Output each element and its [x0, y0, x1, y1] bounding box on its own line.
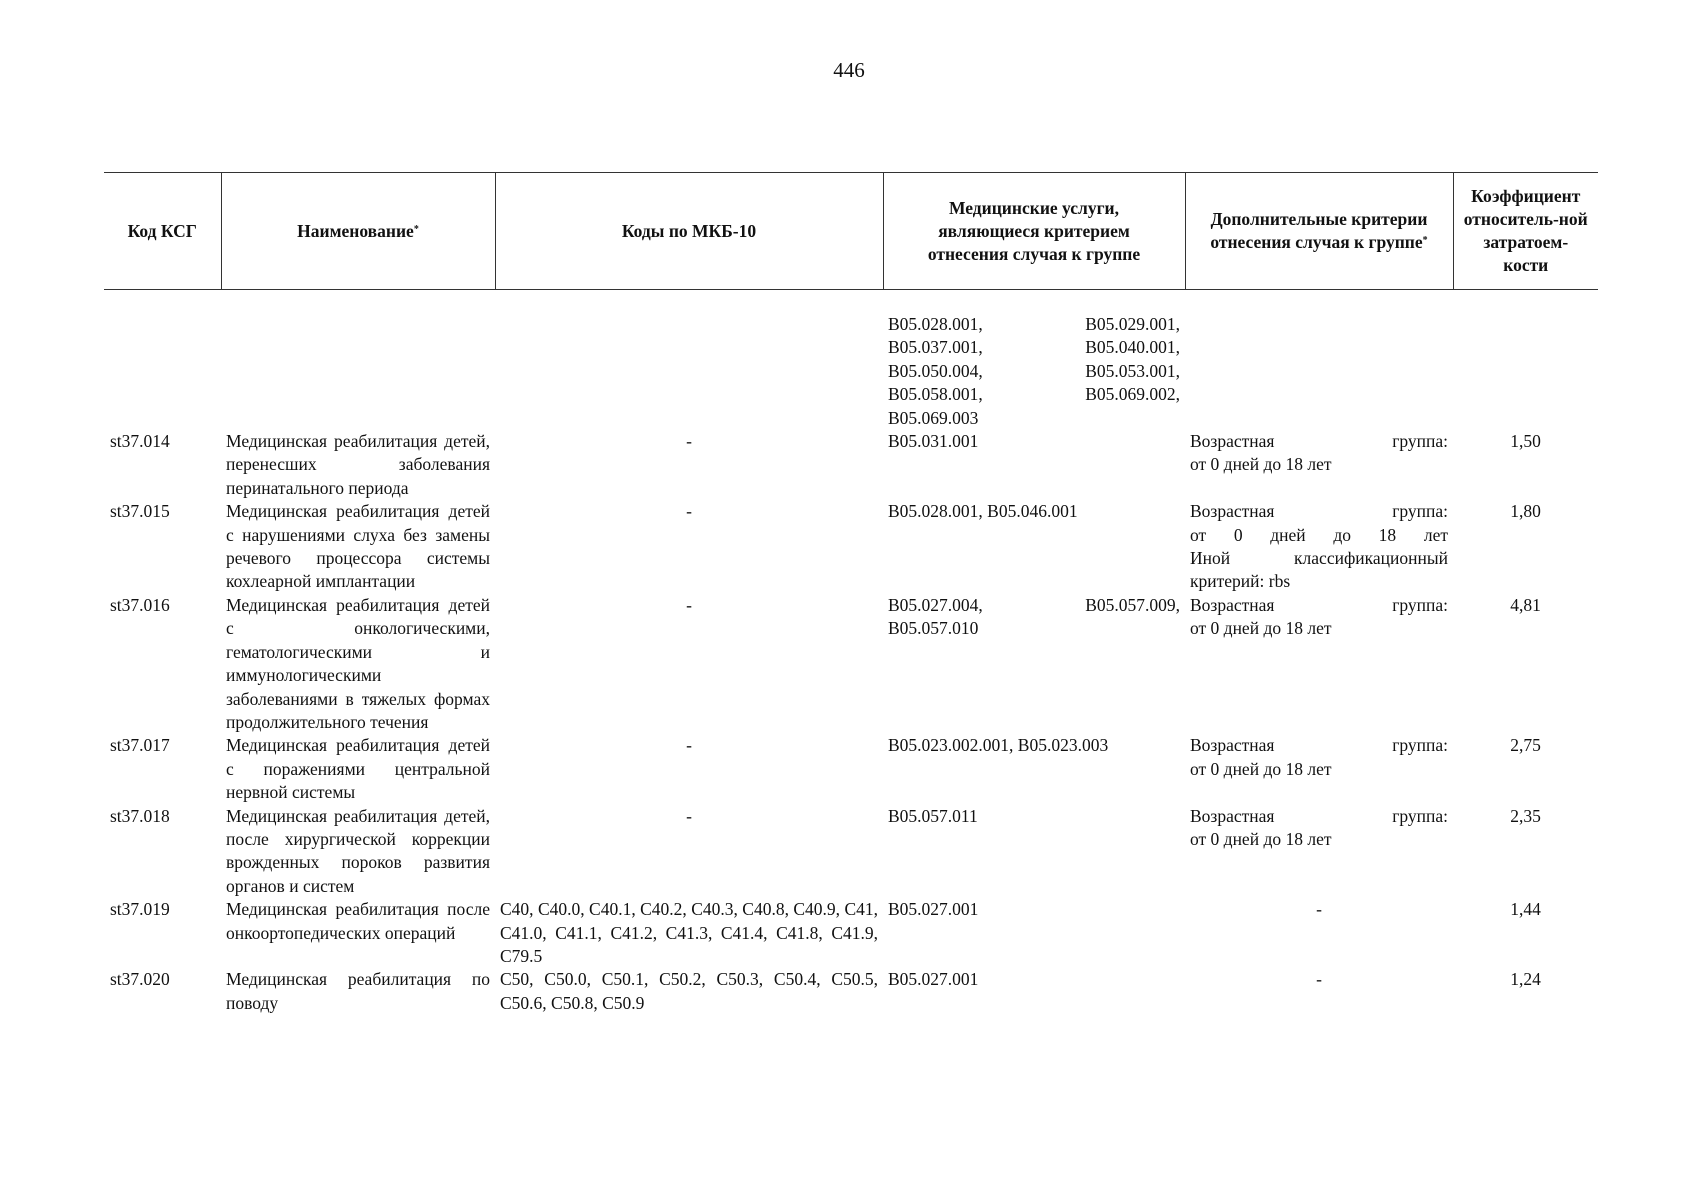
criteria-cell: Возрастная группа: от 0 дней до 18 лет	[1190, 805, 1448, 849]
header-mkb: Коды по МКБ-10	[495, 173, 883, 290]
table-row	[104, 430, 1598, 500]
ksg-name: Медицинская реабилитация детей с онкологическими, гематологическими и иммунологическими заболеваниями в тяжелых формах продолжительного течения	[226, 594, 490, 732]
ksg-table	[104, 172, 1598, 1015]
coefficient: 2,35	[1510, 805, 1541, 826]
ksg-name: Медицинская реабилитация после онкоортопедических операций	[226, 899, 490, 943]
ksg-code: st37.016	[110, 594, 170, 615]
mkb-codes: C40, C40.0, C40.1, C40.2, C40.3, C40.8, C40.9, C41, C41.0, C41.1, C41.2, C41.3, C41.4, C41.8, C41.9, C79.5	[500, 899, 878, 966]
table-row	[104, 805, 1598, 899]
criteria-cell: -	[1316, 969, 1322, 990]
ksg-code: st37.015	[110, 501, 170, 522]
header-name: Наименование*	[221, 173, 495, 290]
page-number: 446	[833, 58, 865, 82]
table-row	[104, 500, 1598, 594]
criteria-cell: Возрастная группа: от 0 дней до 18 лет	[1190, 431, 1448, 475]
services-cell: B05.028.001, B05.029.001, B05.037.001, B05.040.001, B05.050.004, B05.053.001, B05.058.001, B05.069.002, B05.069.003	[888, 314, 1180, 428]
mkb-codes: -	[686, 735, 692, 756]
header-code: Код КСГ	[104, 173, 221, 290]
services-cell: B05.028.001, B05.046.001	[888, 501, 1078, 522]
services-cell: B05.057.011	[888, 805, 978, 826]
coefficient: 1,44	[1510, 899, 1541, 920]
footnote-mark: *	[413, 223, 419, 235]
coefficient: 4,81	[1510, 594, 1541, 615]
header-services: Медицинские услуги, являющиеся критерием отнесения случая к группе	[883, 173, 1185, 290]
table-row	[104, 968, 1598, 1015]
table-row-continuation	[104, 290, 1598, 431]
criteria-cell: Возрастная группа: от 0 дней до 18 лет	[1190, 735, 1448, 779]
services-cell: B05.027.004, B05.057.009, B05.057.010	[888, 594, 1180, 639]
services-cell: B05.023.002.001, B05.023.003	[888, 735, 1109, 756]
table-row	[104, 734, 1598, 804]
ksg-code: st37.018	[110, 805, 170, 826]
coefficient: 1,50	[1510, 431, 1541, 452]
table-row	[104, 594, 1598, 734]
criteria-cell: Возрастная группа: от 0 дней до 18 лет Иной классификационный критерий: rbs	[1190, 501, 1448, 592]
header-coef: Коэффициент относитель-ной затратоем-кости	[1453, 173, 1598, 290]
mkb-codes: C50, C50.0, C50.1, C50.2, C50.3, C50.4, C50.5, C50.6, C50.8, C50.9	[500, 969, 878, 1013]
services-cell: B05.031.001	[888, 431, 979, 452]
footnote-mark: *	[1422, 235, 1428, 246]
coefficient: 1,24	[1510, 969, 1541, 990]
criteria-cell: Возрастная группа: от 0 дней до 18 лет	[1190, 594, 1448, 639]
ksg-code: st37.014	[110, 431, 170, 452]
services-cell: B05.027.001	[888, 969, 979, 990]
header-criteria: Дополнительные критерии отнесения случая к группе*	[1185, 173, 1453, 290]
mkb-codes: -	[686, 594, 692, 615]
mkb-codes: -	[686, 805, 692, 826]
ksg-code: st37.020	[110, 969, 170, 990]
ksg-code: st37.019	[110, 899, 170, 920]
coefficient: 1,80	[1510, 501, 1541, 522]
coefficient: 2,75	[1510, 735, 1541, 756]
services-cell: B05.027.001	[888, 899, 979, 920]
criteria-cell: -	[1316, 899, 1322, 920]
ksg-name: Медицинская реабилитация детей, после хирургической коррекции врожденных пороков развития органов и систем	[226, 805, 490, 896]
table-row	[104, 898, 1598, 968]
ksg-name: Медицинская реабилитация детей, перенесших заболевания перинатального периода	[226, 431, 490, 498]
ksg-name: Медицинская реабилитация детей с нарушениями слуха без замены речевого процессора системы кохлеарной имплантации	[226, 501, 490, 592]
ksg-name: Медицинская реабилитация детей с поражениями центральной нервной системы	[226, 735, 490, 803]
mkb-codes: -	[686, 431, 692, 452]
mkb-codes: -	[686, 501, 692, 522]
ksg-table-container	[104, 172, 1598, 1015]
ksg-name: Медицинская реабилитация по поводу	[226, 969, 490, 1013]
ksg-code: st37.017	[110, 735, 170, 756]
table-header-row	[104, 173, 1598, 290]
